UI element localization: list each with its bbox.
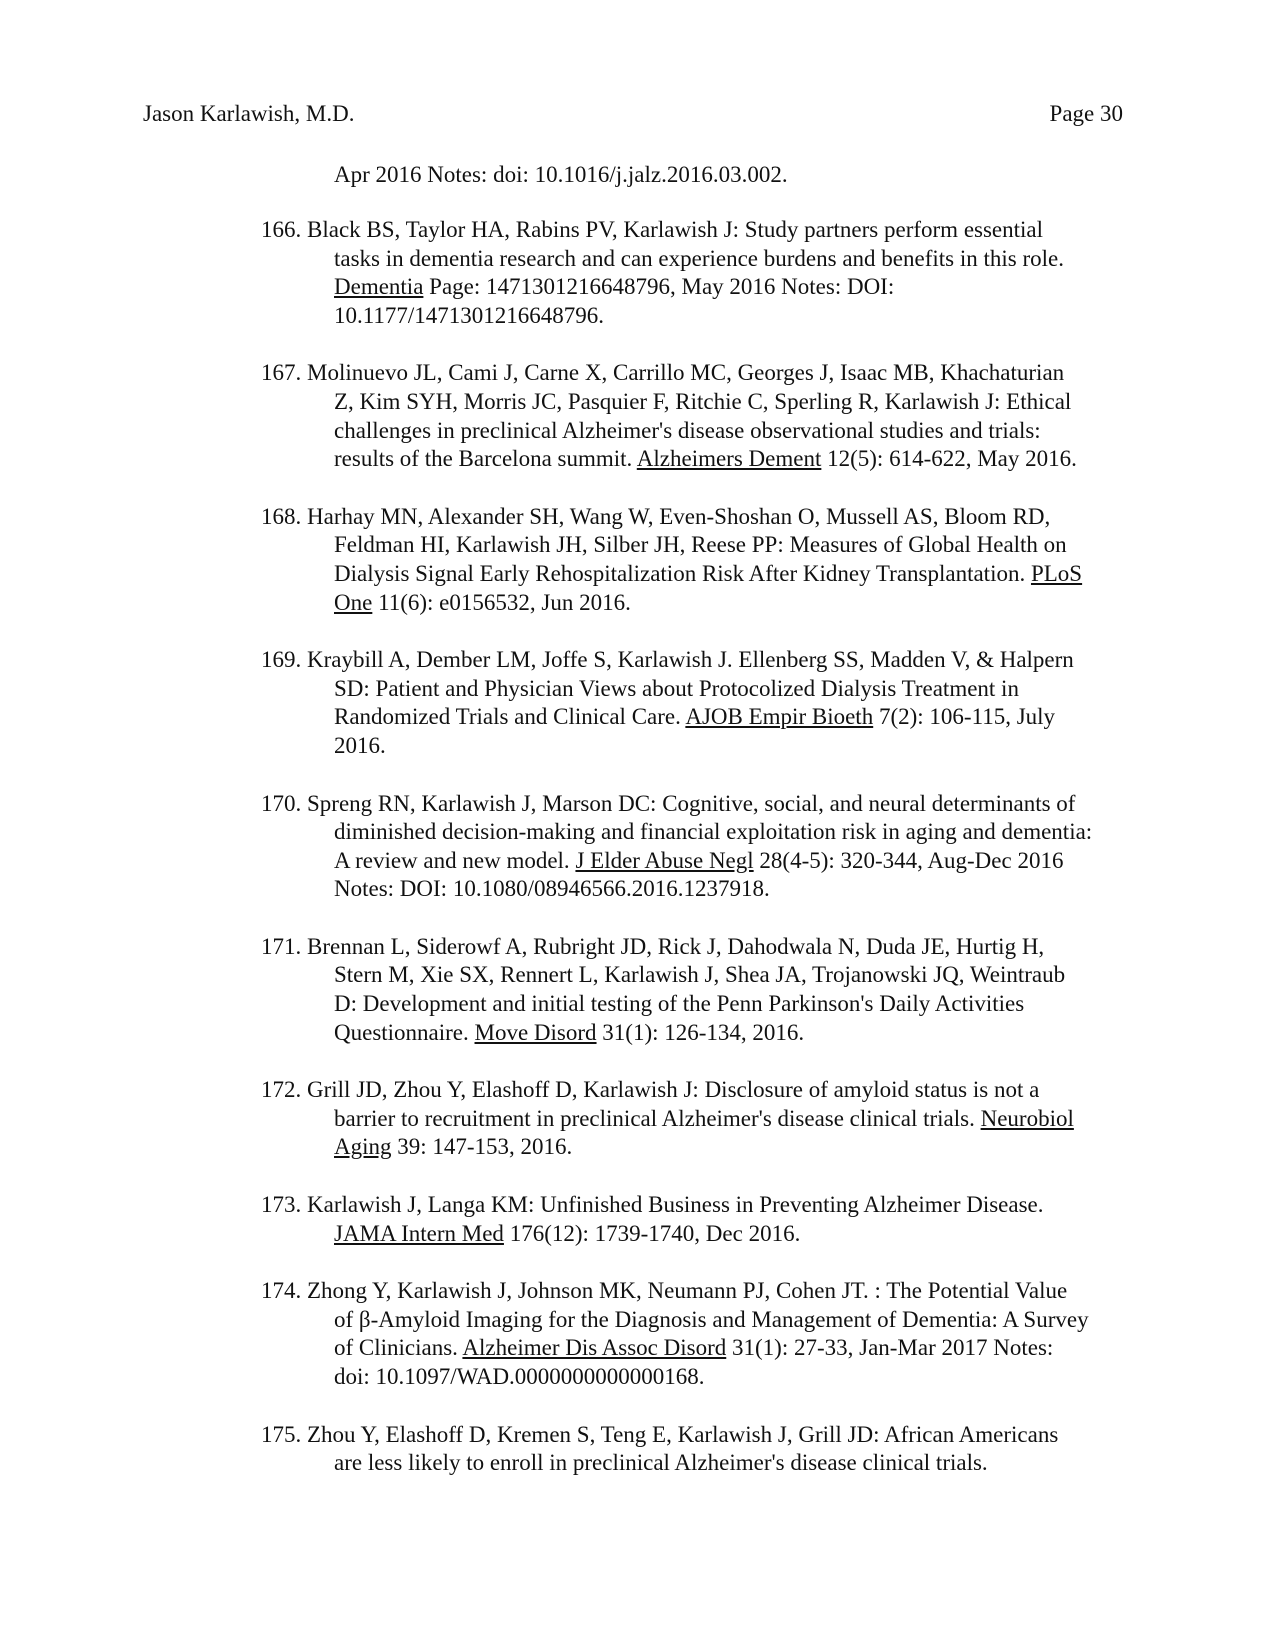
reference-line bbox=[261, 417, 1161, 446]
reference-text: SD: Patient and Physician Views about Protocolized Dialysis Treatment in bbox=[334, 675, 1019, 701]
reference-text: D: Development and initial testing of the Penn Parkinson's Daily Activities bbox=[334, 991, 1025, 1017]
reference-text: 7(2): 106-115, July bbox=[873, 704, 1056, 730]
reference-line bbox=[261, 531, 1161, 560]
reference-entry bbox=[261, 646, 1161, 760]
reference-line bbox=[261, 990, 1161, 1019]
reference-line bbox=[261, 245, 1161, 274]
reference-line bbox=[261, 1133, 1161, 1162]
reference-text: 28(4-5): 320-344, Aug-Dec 2016 bbox=[753, 847, 1064, 873]
reference-entry bbox=[261, 933, 1161, 1047]
reference-line bbox=[261, 1421, 1161, 1450]
reference-line bbox=[261, 703, 1161, 732]
reference-text: A review and new model. bbox=[334, 847, 576, 873]
reference-line bbox=[261, 302, 1161, 331]
reference-line bbox=[261, 1334, 1161, 1363]
reference-line bbox=[261, 1363, 1161, 1392]
references-container bbox=[261, 216, 1161, 1478]
reference-line bbox=[261, 560, 1161, 589]
reference-text: 12(5): 614-622, May 2016. bbox=[821, 446, 1077, 472]
reference-line bbox=[261, 732, 1161, 761]
reference-entry bbox=[261, 1191, 1161, 1248]
reference-text: 31(1): 126-134, 2016. bbox=[596, 1019, 805, 1045]
journal-name: One bbox=[334, 589, 373, 615]
reference-text: 11(6): e0156532, Jun 2016. bbox=[372, 589, 631, 615]
header-author: Jason Karlawish, M.D. bbox=[143, 101, 355, 126]
reference-list bbox=[261, 160, 1161, 1507]
reference-line bbox=[261, 933, 1161, 962]
reference-text: of β-Amyloid Imaging for the Diagnosis and Management of Dementia: A Survey bbox=[334, 1306, 1089, 1332]
reference-line bbox=[261, 1306, 1161, 1335]
reference-entry bbox=[261, 790, 1161, 904]
reference-line bbox=[261, 790, 1161, 819]
header-page-number: Page 30 bbox=[1049, 101, 1123, 126]
reference-text: 173. Karlawish J, Langa KM: Unfinished Business in Preventing Alzheimer Disease. bbox=[261, 1192, 1044, 1218]
reference-line bbox=[261, 1191, 1161, 1220]
reference-entry bbox=[261, 503, 1161, 617]
reference-line bbox=[261, 216, 1161, 245]
continued-reference-text: Apr 2016 Notes: doi: 10.1016/j.jalz.2016.03.002. bbox=[334, 162, 788, 187]
journal-name: Alzheimer Dis Assoc Disord bbox=[462, 1335, 727, 1361]
reference-text: 166. Black BS, Taylor HA, Rabins PV, Karlawish J: Study partners perform essential bbox=[261, 217, 1044, 242]
reference-text: 171. Brennan L, Siderowf A, Rubright JD, Rick J, Dahodwala N, Duda JE, Hurtig H, bbox=[261, 933, 1045, 959]
reference-text: Z, Kim SYH, Morris JC, Pasquier F, Ritchie C, Sperling R, Karlawish J: Ethical bbox=[334, 388, 1072, 414]
reference-line bbox=[261, 589, 1161, 618]
journal-name: JAMA Intern Med bbox=[334, 1220, 504, 1246]
reference-text: Notes: DOI: 10.1080/08946566.2016.1237918. bbox=[334, 876, 770, 902]
reference-text: Questionnaire. bbox=[334, 1019, 475, 1045]
reference-text: are less likely to enroll in preclinical Alzheimer's disease clinical trials. bbox=[334, 1450, 988, 1476]
reference-line bbox=[261, 359, 1161, 388]
reference-line bbox=[261, 961, 1161, 990]
reference-text: Dialysis Signal Early Rehospitalization Risk After Kidney Transplantation. bbox=[334, 560, 1031, 586]
reference-text: 176(12): 1739-1740, Dec 2016. bbox=[503, 1220, 801, 1246]
reference-line bbox=[261, 1076, 1161, 1105]
page-header bbox=[143, 101, 1123, 131]
reference-text: 31(1): 27-33, Jan-Mar 2017 Notes: bbox=[726, 1335, 1054, 1361]
journal-name: J Elder Abuse Negl bbox=[575, 847, 754, 873]
reference-text: 10.1177/1471301216648796. bbox=[334, 302, 605, 328]
journal-name: Aging bbox=[334, 1134, 392, 1160]
reference-entry bbox=[261, 359, 1161, 473]
reference-line bbox=[261, 847, 1161, 876]
journal-name: Alzheimers Dement bbox=[636, 446, 822, 472]
journal-name: AJOB Empir Bioeth bbox=[685, 704, 874, 730]
reference-text: of Clinicians. bbox=[334, 1335, 463, 1361]
reference-line bbox=[261, 875, 1161, 904]
reference-line bbox=[261, 445, 1161, 474]
reference-text: 168. Harhay MN, Alexander SH, Wang W, Even-Shoshan O, Mussell AS, Bloom RD, bbox=[261, 503, 1051, 529]
reference-line bbox=[261, 1277, 1161, 1306]
reference-text: 169. Kraybill A, Dember LM, Joffe S, Karlawish J. Ellenberg SS, Madden V, & Halpern bbox=[261, 647, 1074, 673]
reference-text: 175. Zhou Y, Elashoff D, Kremen S, Teng E, Karlawish J, Grill JD: African Americans bbox=[261, 1421, 1059, 1447]
reference-text: diminished decision-making and financial exploitation risk in aging and dementia: bbox=[334, 819, 1093, 845]
reference-line bbox=[261, 675, 1161, 704]
journal-name: Move Disord bbox=[474, 1019, 597, 1045]
reference-text: 172. Grill JD, Zhou Y, Elashoff D, Karlawish J: Disclosure of amyloid status is not a bbox=[261, 1077, 1040, 1103]
reference-text: Stern M, Xie SX, Rennert L, Karlawish J, Shea JA, Trojanowski JQ, Weintraub bbox=[334, 962, 1066, 988]
reference-entry bbox=[261, 1421, 1161, 1478]
reference-line bbox=[261, 1019, 1161, 1048]
reference-entry bbox=[261, 216, 1161, 330]
reference-line bbox=[261, 1220, 1161, 1249]
reference-text: 167. Molinuevo JL, Cami J, Carne X, Carrillo MC, Georges J, Isaac MB, Khachaturian bbox=[261, 360, 1065, 386]
reference-entry bbox=[261, 1277, 1161, 1391]
reference-line bbox=[261, 646, 1161, 675]
reference-line bbox=[261, 503, 1161, 532]
journal-name: Dementia bbox=[334, 274, 424, 300]
reference-text: challenges in preclinical Alzheimer's disease observational studies and trials: bbox=[334, 417, 1041, 443]
reference-text: 39: 147-153, 2016. bbox=[391, 1134, 573, 1160]
reference-text: tasks in dementia research and can experience burdens and benefits in this role. bbox=[334, 245, 1064, 271]
reference-text: Page: 1471301216648796, May 2016 Notes: DOI: bbox=[423, 274, 895, 300]
journal-name: Neurobiol bbox=[980, 1105, 1074, 1131]
reference-text: 170. Spreng RN, Karlawish J, Marson DC: Cognitive, social, and neural determinants of bbox=[261, 790, 1076, 816]
reference-line bbox=[261, 388, 1161, 417]
reference-line bbox=[261, 273, 1161, 302]
reference-text: doi: 10.1097/WAD.0000000000000168. bbox=[334, 1364, 705, 1389]
reference-text: 2016. bbox=[334, 732, 386, 758]
reference-text: Feldman HI, Karlawish JH, Silber JH, Reese PP: Measures of Global Health on bbox=[334, 532, 1067, 558]
reference-text: results of the Barcelona summit. bbox=[334, 446, 637, 472]
journal-name: PLoS bbox=[1030, 560, 1083, 586]
reference-line bbox=[261, 818, 1161, 847]
reference-line bbox=[261, 1105, 1161, 1134]
reference-text: Randomized Trials and Clinical Care. bbox=[334, 704, 686, 730]
reference-entry bbox=[261, 1076, 1161, 1162]
reference-text: 174. Zhong Y, Karlawish J, Johnson MK, Neumann PJ, Cohen JT. : The Potential Value bbox=[261, 1278, 1068, 1304]
reference-text: barrier to recruitment in preclinical Alzheimer's disease clinical trials. bbox=[334, 1105, 981, 1131]
reference-line bbox=[261, 1449, 1161, 1478]
